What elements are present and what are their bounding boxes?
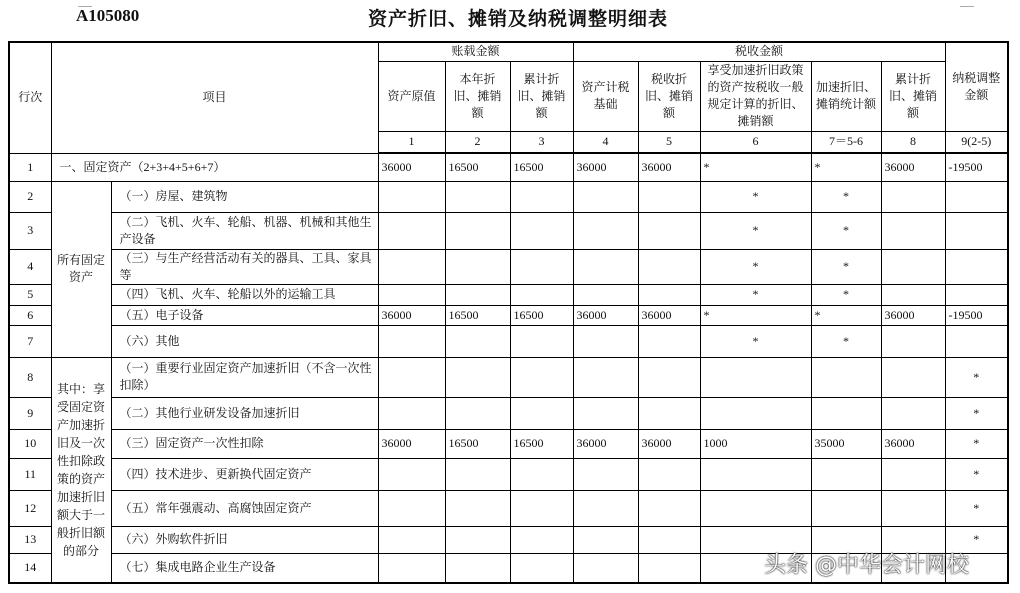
cell-col-1[interactable] [378, 249, 445, 284]
cell-col-5[interactable] [638, 249, 700, 284]
row-item: （三）固定资产一次性扣除 [111, 429, 378, 458]
header-col-4: 资产计税基础 [573, 61, 638, 131]
cell-col-1[interactable]: 36000 [378, 305, 445, 325]
cell-col-9[interactable] [945, 212, 1008, 249]
column-number: 8 [881, 131, 945, 153]
cell-col-3[interactable] [510, 325, 573, 357]
header-col-1: 资产原值 [378, 61, 445, 131]
cell-col-4[interactable] [573, 357, 638, 397]
cell-col-5[interactable] [638, 458, 700, 490]
cell-col-8[interactable] [881, 249, 945, 284]
cell-col-6[interactable] [700, 397, 811, 429]
depreciation-table [8, 41, 1009, 584]
cell-col-4[interactable]: 36000 [573, 305, 638, 325]
crop-mark [960, 0, 974, 7]
cell-col-7[interactable] [811, 490, 881, 526]
cell-col-2[interactable] [445, 249, 510, 284]
cell-col-7[interactable]: 35000 [811, 429, 881, 458]
row-number: 3 [9, 212, 51, 249]
cell-col-9[interactable]: * [945, 490, 1008, 526]
cell-col-6[interactable] [700, 490, 811, 526]
row-item: （一）房屋、建筑物 [111, 181, 378, 212]
cell-col-9[interactable]: * [945, 429, 1008, 458]
cell-col-4[interactable] [573, 458, 638, 490]
row-number: 7 [9, 325, 51, 357]
header-col-2: 本年折旧、摊销额 [445, 61, 510, 131]
table-row [9, 357, 1008, 397]
cell-col-6[interactable]: 1000 [700, 429, 811, 458]
row-item: （三）与生产经营活动有关的器具、工具、家具等 [111, 249, 378, 284]
cell-col-8[interactable] [881, 490, 945, 526]
cell-col-6[interactable]: * [700, 284, 811, 305]
cell-col-8[interactable]: 36000 [881, 153, 945, 181]
cell-col-2[interactable] [445, 181, 510, 212]
cell-col-1[interactable] [378, 553, 445, 583]
cell-col-3[interactable]: 16500 [510, 429, 573, 458]
row-item: （七）集成电路企业生产设备 [111, 553, 378, 583]
header-tax-amount: 税收金额 [573, 42, 945, 61]
row-item: （一）重要行业固定资产加速折旧（不含一次性扣除） [111, 357, 378, 397]
cell-col-5[interactable] [638, 490, 700, 526]
cell-col-7[interactable]: * [811, 325, 881, 357]
table-row [9, 249, 1008, 284]
cell-col-9[interactable]: * [945, 526, 1008, 553]
header-book-amount: 账载金额 [378, 42, 573, 61]
cell-col-1[interactable] [378, 526, 445, 553]
cell-col-2[interactable] [445, 212, 510, 249]
cell-col-4[interactable]: 36000 [573, 429, 638, 458]
row-number: 8 [9, 357, 51, 397]
cell-col-9[interactable] [945, 181, 1008, 212]
cell-col-5[interactable] [638, 357, 700, 397]
column-number: 1 [378, 131, 445, 153]
row-number: 10 [9, 429, 51, 458]
table-row [9, 181, 1008, 212]
cell-col-8[interactable] [881, 325, 945, 357]
cell-col-8[interactable] [881, 397, 945, 429]
row-number: 12 [9, 490, 51, 526]
cell-col-4[interactable] [573, 553, 638, 583]
cell-col-6[interactable]: * [700, 249, 811, 284]
table-row [9, 429, 1008, 458]
cell-col-2[interactable] [445, 325, 510, 357]
cell-col-3[interactable] [510, 357, 573, 397]
cell-col-2[interactable] [445, 490, 510, 526]
row-number: 4 [9, 249, 51, 284]
row-number: 6 [9, 305, 51, 325]
cell-col-2[interactable] [445, 357, 510, 397]
cell-col-6[interactable]: * [700, 153, 811, 181]
cell-col-5[interactable] [638, 553, 700, 583]
row-item: （五）常年强震动、高腐蚀固定资产 [111, 490, 378, 526]
cell-col-6[interactable]: * [700, 325, 811, 357]
cell-col-4[interactable] [573, 325, 638, 357]
cell-col-4[interactable]: 36000 [573, 153, 638, 181]
cell-col-1[interactable] [378, 357, 445, 397]
row-number: 9 [9, 397, 51, 429]
row-number: 13 [9, 526, 51, 553]
table-row [9, 153, 1008, 181]
cell-col-8[interactable] [881, 181, 945, 212]
cell-col-5[interactable] [638, 325, 700, 357]
cell-col-5[interactable]: 36000 [638, 153, 700, 181]
cell-col-9[interactable]: * [945, 397, 1008, 429]
column-number: 2 [445, 131, 510, 153]
cell-col-1[interactable] [378, 284, 445, 305]
column-number: 4 [573, 131, 638, 153]
column-number: 5 [638, 131, 700, 153]
cell-col-1[interactable] [378, 490, 445, 526]
header-col-3: 累计折旧、摊销额 [510, 61, 573, 131]
cell-col-3[interactable] [510, 181, 573, 212]
header-row-no: 行次 [9, 42, 51, 153]
cell-col-1[interactable] [378, 181, 445, 212]
cell-col-7[interactable] [811, 357, 881, 397]
cell-col-5[interactable]: 36000 [638, 429, 700, 458]
cell-col-3[interactable] [510, 490, 573, 526]
cell-col-7[interactable]: * [811, 153, 881, 181]
cell-col-2[interactable] [445, 458, 510, 490]
cell-col-6[interactable]: * [700, 181, 811, 212]
table-row [9, 325, 1008, 357]
cell-col-5[interactable] [638, 181, 700, 212]
cell-col-8[interactable] [881, 284, 945, 305]
table-row [9, 212, 1008, 249]
cell-col-2[interactable] [445, 284, 510, 305]
cell-col-3[interactable] [510, 212, 573, 249]
cell-col-5[interactable] [638, 212, 700, 249]
cell-col-4[interactable] [573, 249, 638, 284]
cell-col-7[interactable] [811, 458, 881, 490]
row-item: 一、固定资产（2+3+4+5+6+7） [51, 153, 378, 181]
cell-col-9[interactable] [945, 325, 1008, 357]
table-row [9, 305, 1008, 325]
cell-col-3[interactable]: 16500 [510, 305, 573, 325]
row-item: （五）电子设备 [111, 305, 378, 325]
cell-col-9[interactable] [945, 284, 1008, 305]
header-col-9: 纳税调整金额 [945, 42, 1008, 131]
cell-col-9[interactable]: * [945, 458, 1008, 490]
cell-col-3[interactable]: 16500 [510, 153, 573, 181]
cell-col-7[interactable]: * [811, 249, 881, 284]
cell-col-4[interactable] [573, 526, 638, 553]
cell-col-7[interactable]: * [811, 212, 881, 249]
cell-col-2[interactable]: 16500 [445, 305, 510, 325]
cell-col-1[interactable]: 36000 [378, 153, 445, 181]
cell-col-4[interactable] [573, 397, 638, 429]
cell-col-8[interactable]: 36000 [881, 429, 945, 458]
row-number: 11 [9, 458, 51, 490]
row-number: 2 [9, 181, 51, 212]
row-item: （六）外购软件折旧 [111, 526, 378, 553]
row-item: （四）技术进步、更新换代固定资产 [111, 458, 378, 490]
cell-col-7[interactable]: * [811, 181, 881, 212]
cell-col-3[interactable] [510, 284, 573, 305]
form-code: A105080 [76, 6, 140, 25]
cell-col-9[interactable]: -19500 [945, 305, 1008, 325]
cell-col-4[interactable] [573, 490, 638, 526]
cell-col-6[interactable]: * [700, 212, 811, 249]
header-col-8: 累计折旧、摊销额 [881, 61, 945, 131]
cell-col-1[interactable] [378, 325, 445, 357]
table-row [9, 284, 1008, 305]
cell-col-5[interactable]: 36000 [638, 305, 700, 325]
header-col-6: 享受加速折旧政策的资产按税收一般规定计算的折旧、摊销额 [700, 61, 811, 131]
cell-col-3[interactable] [510, 249, 573, 284]
cell-col-4[interactable] [573, 212, 638, 249]
row-item: （六）其他 [111, 325, 378, 357]
cell-col-2[interactable] [445, 526, 510, 553]
cell-col-8[interactable] [881, 357, 945, 397]
cell-col-3[interactable] [510, 397, 573, 429]
cell-col-3[interactable] [510, 553, 573, 583]
cell-col-7[interactable] [811, 397, 881, 429]
cell-col-8[interactable]: 36000 [881, 305, 945, 325]
header-col-5: 税收折旧、摊销额 [638, 61, 700, 131]
group-fixed-assets: 所有固定资产 [51, 181, 111, 357]
cell-col-5[interactable] [638, 526, 700, 553]
cell-col-2[interactable] [445, 397, 510, 429]
cell-col-1[interactable] [378, 397, 445, 429]
table-row [9, 397, 1008, 429]
cell-col-4[interactable] [573, 181, 638, 212]
cell-col-2[interactable]: 16500 [445, 429, 510, 458]
row-item: （四）飞机、火车、轮船以外的运输工具 [111, 284, 378, 305]
cell-col-7[interactable]: * [811, 305, 881, 325]
cell-col-5[interactable] [638, 284, 700, 305]
table-row [9, 458, 1008, 490]
cell-col-9[interactable] [945, 249, 1008, 284]
row-number: 5 [9, 284, 51, 305]
column-number: 7＝5-6 [811, 131, 881, 153]
header-item: 项目 [51, 42, 378, 153]
column-number: 3 [510, 131, 573, 153]
column-number: 9(2-5) [945, 131, 1008, 153]
cell-col-8[interactable] [881, 212, 945, 249]
cell-col-9[interactable]: -19500 [945, 153, 1008, 181]
page-title: 资产折旧、摊销及纳税调整明细表 [368, 9, 669, 30]
cell-col-6[interactable] [700, 357, 811, 397]
cell-col-5[interactable] [638, 397, 700, 429]
cell-col-3[interactable] [510, 526, 573, 553]
cell-col-4[interactable] [573, 284, 638, 305]
cell-col-2[interactable]: 16500 [445, 153, 510, 181]
cell-col-3[interactable] [510, 458, 573, 490]
cell-col-7[interactable]: * [811, 284, 881, 305]
cell-col-1[interactable] [378, 212, 445, 249]
group-accelerated: 其中：享受固定资产加速折旧及一次性扣除政策的资产加速折旧额大于一般折旧额的部分 [51, 357, 111, 583]
row-item: （二）其他行业研发设备加速折旧 [111, 397, 378, 429]
column-number: 6 [700, 131, 811, 153]
cell-col-1[interactable]: 36000 [378, 429, 445, 458]
watermark: 头条 @中华会计网校 [764, 553, 969, 578]
cell-col-6[interactable] [700, 458, 811, 490]
cell-col-8[interactable] [881, 458, 945, 490]
header-col-7: 加速折旧、摊销统计额 [811, 61, 881, 131]
row-number: 14 [9, 553, 51, 583]
cell-col-2[interactable] [445, 553, 510, 583]
row-number: 1 [9, 153, 51, 181]
cell-col-6[interactable]: * [700, 305, 811, 325]
cell-col-1[interactable] [378, 458, 445, 490]
row-item: （二）飞机、火车、轮船、机器、机械和其他生产设备 [111, 212, 378, 249]
cell-col-9[interactable]: * [945, 357, 1008, 397]
table-row [9, 490, 1008, 526]
